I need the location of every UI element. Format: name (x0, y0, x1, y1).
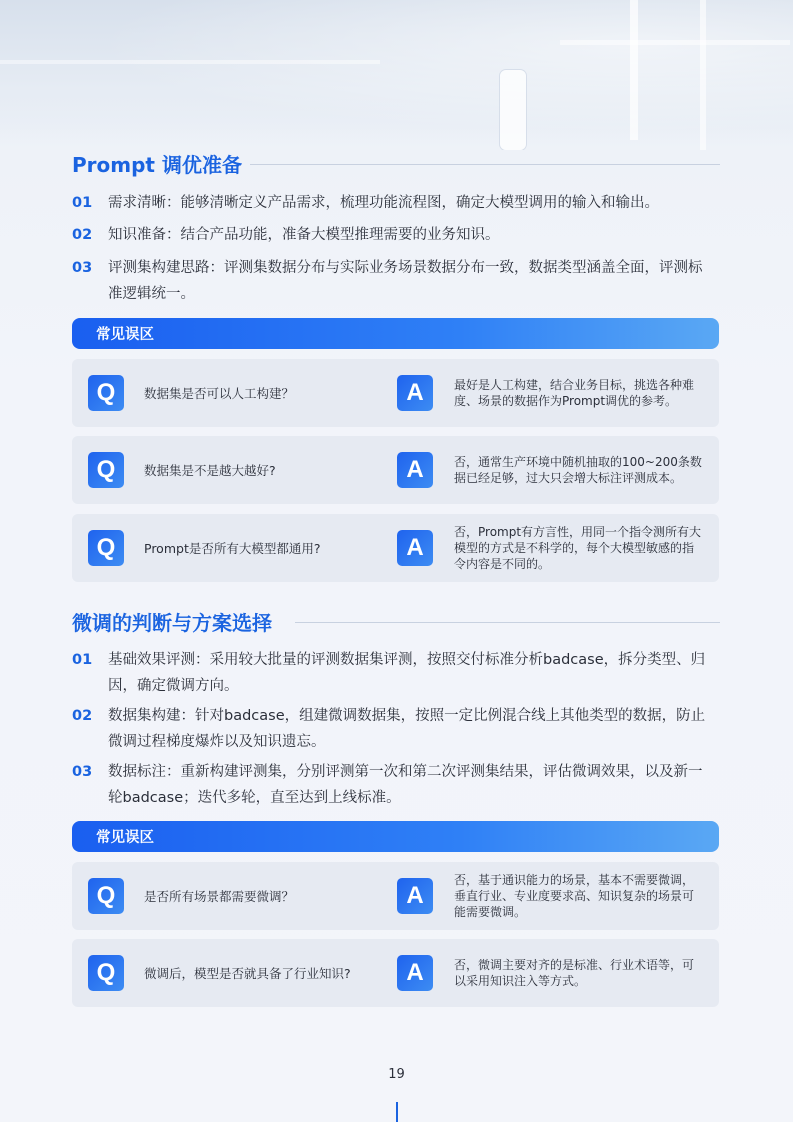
section-title-finetune: 微调的判断与方案选择 (72, 610, 272, 635)
qa-card (72, 939, 719, 1007)
item-text: 数据标注：重新构建评测集，分别评测第一次和第二次评测集结果，评估微调效果，以及新一轮badcase；迭代多轮，直至达到上线标准。 (108, 764, 703, 806)
qa-card (72, 862, 719, 930)
section-divider (295, 622, 720, 623)
item-text: 评测集构建思路：评测集数据分布与实际业务场景数据分布一致，数据类型涵盖全面，评测标准逻辑统一。 (108, 260, 703, 302)
q-badge: Q (88, 955, 124, 991)
item-number: 02 (72, 227, 93, 243)
a-badge: A (397, 375, 433, 411)
q-badge: Q (88, 530, 124, 566)
item-text: 基础效果评测：采用较大批量的评测数据集评测，按照交付标准分析badcase，拆分类型、归因，确定微调方向。 (108, 652, 706, 694)
answer-text: 否，Prompt有方言性，用同一个指令测所有大模型的方式是不科学的，每个大模型敏感的指令内容是不同的。 (454, 525, 702, 571)
q-badge: Q (88, 452, 124, 488)
question-text: Prompt是否所有大模型都通用? (144, 541, 321, 556)
header-background-image (0, 0, 793, 150)
list-item (72, 703, 712, 755)
section-divider (250, 164, 720, 165)
a-badge: A (397, 878, 433, 914)
answer-text: 最好是人工构建，结合业务目标，挑选各种难度、场景的数据作为Prompt调优的参考。 (454, 378, 695, 408)
item-text: 数据集构建：针对badcase，组建微调数据集，按照一定比例混合线上其他类型的数据，防止微调过程梯度爆炸以及知识遗忘。 (108, 708, 706, 750)
q-badge: Q (88, 878, 124, 914)
a-badge: A (397, 955, 433, 991)
answer-text: 否，微调主要对齐的是标准、行业术语等，可以采用知识注入等方式。 (454, 958, 695, 988)
item-number: 03 (72, 764, 93, 780)
a-badge: A (397, 530, 433, 566)
answer-text: 否，通常生产环境中随机抽取的100~200条数据已经足够，过大只会增大标注评测成本。 (454, 455, 702, 485)
item-text: 需求清晰：能够清晰定义产品需求，梳理功能流程图，确定大模型调用的输入和输出。 (108, 195, 659, 211)
qa-card (72, 514, 719, 582)
question-text: 微调后，模型是否就具备了行业知识? (144, 966, 351, 981)
list-item (72, 759, 712, 811)
question-text: 数据集是不是越大越好? (144, 463, 276, 478)
common-mistakes-banner: 常见误区 (72, 318, 719, 349)
question-text: 是否所有场景都需要微调？ (144, 889, 295, 904)
page-number: 19 (388, 1067, 405, 1082)
list-item (72, 222, 712, 248)
q-badge: Q (88, 375, 124, 411)
item-number: 02 (72, 708, 93, 724)
page-marker (396, 1102, 398, 1122)
qa-card (72, 359, 719, 427)
answer-text: 否，基于通识能力的场景，基本不需要微调，垂直行业、专业度要求高、知识复杂的场景可能需要微调。 (454, 873, 695, 919)
item-number: 01 (72, 652, 93, 668)
common-mistakes-banner: 常见误区 (72, 821, 719, 852)
section-title-prompt: Prompt 调优准备 (72, 152, 242, 177)
qa-card (72, 436, 719, 504)
item-text: 知识准备：结合产品功能，准备大模型推理需要的业务知识。 (108, 227, 500, 243)
item-number: 01 (72, 195, 93, 211)
list-item (72, 255, 712, 307)
a-badge: A (397, 452, 433, 488)
item-number: 03 (72, 260, 93, 276)
list-item (72, 190, 712, 216)
list-item (72, 647, 712, 699)
question-text: 数据集是否可以人工构建？ (144, 386, 295, 401)
